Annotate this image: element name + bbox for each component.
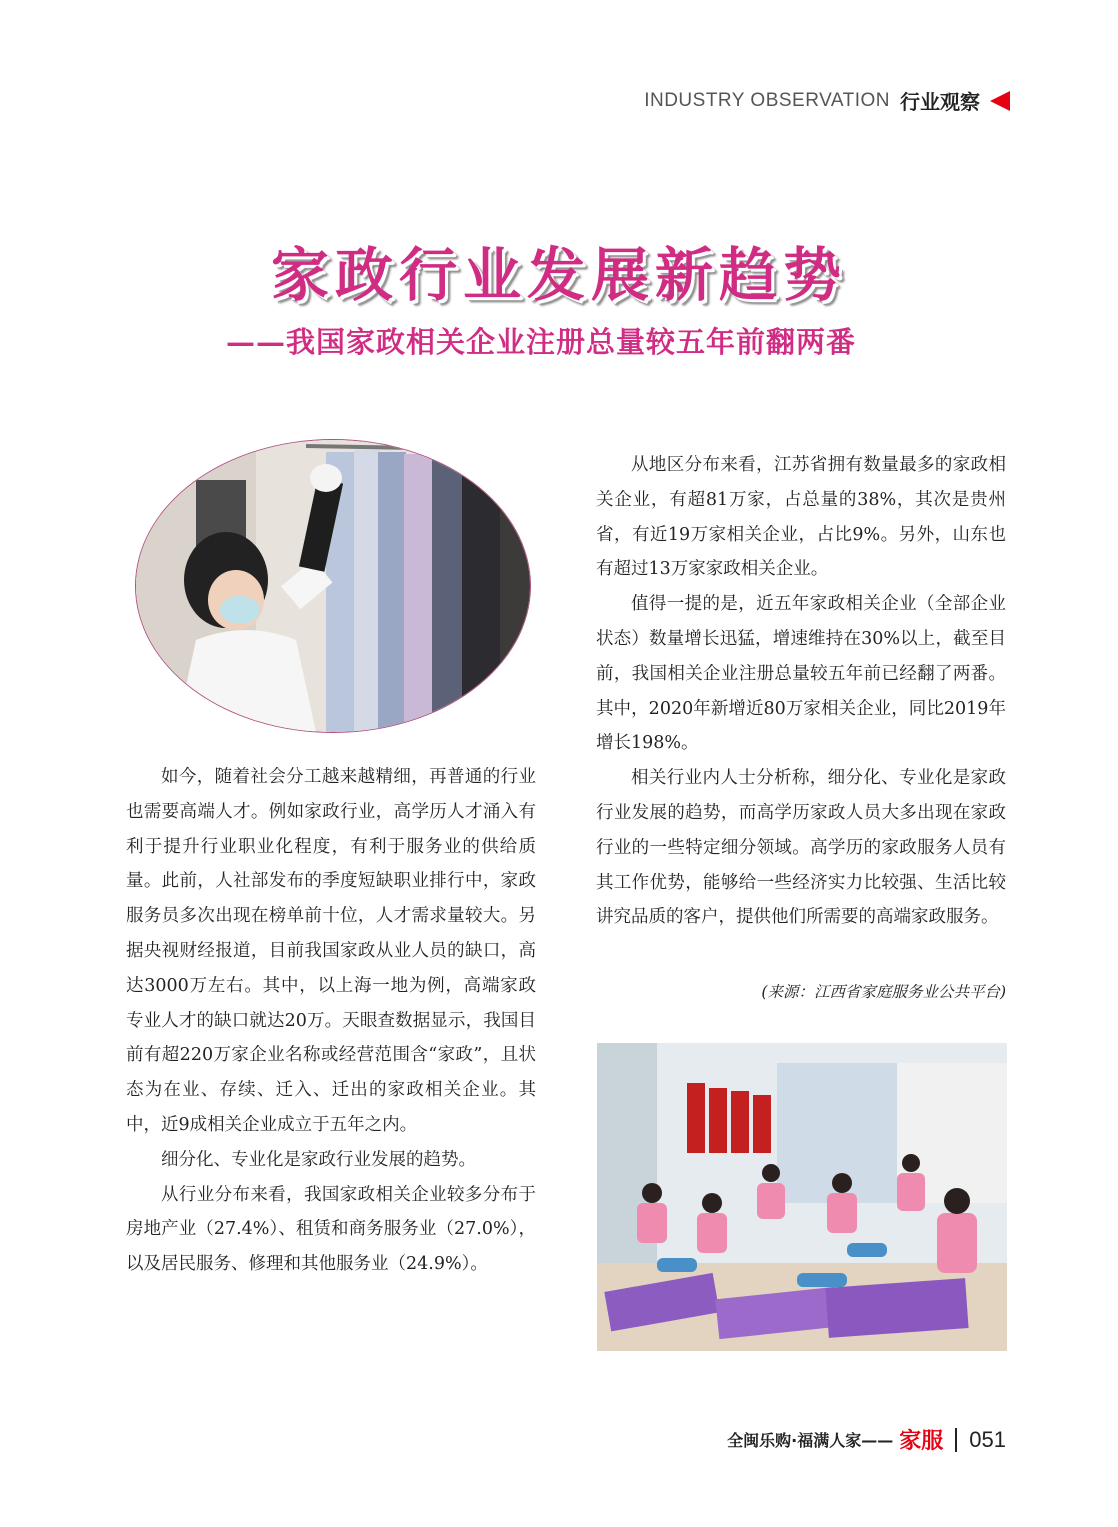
paragraph: 细分化、专业化是家政行业发展的趋势。 bbox=[161, 1149, 476, 1170]
page-footer bbox=[727, 1424, 1006, 1455]
triangle-arrow-icon bbox=[990, 91, 1010, 111]
paragraph: 从行业分布来看，我国家政相关企业较多分布于房地产业（27.4%）、租赁和商务服务业（27.0%），以及居民服务、修理和其他服务业（24.9%）。 bbox=[126, 1184, 536, 1275]
paragraph: 值得一提的是，近五年家政相关企业（全部企业状态）数量增长迅猛，增速维持在30%以上，截至目前，我国相关企业注册总量较五年前已经翻了两番。其中，2020年新增近80万家相关企业，同比2019年增长198%。 bbox=[596, 594, 1006, 754]
section-header-en: INDUSTRY OBSERVATION bbox=[644, 89, 890, 111]
left-column bbox=[126, 760, 536, 1282]
paragraph: 相关行业内人士分析称，细分化、专业化是家政行业发展的趋势，而高学历家政人员大多出现在家政行业的一些特定细分领域。高学历的家政服务人员有其工作优势，能够给一些经济实力比较强、生活比较讲究品质的客户，提供他们所需要的高端家政服务。 bbox=[596, 768, 1006, 928]
wardrobe-photo-illustration bbox=[136, 440, 530, 732]
article-title: 家政行业发展新趋势 bbox=[270, 241, 847, 309]
paragraph: 从地区分布来看，江苏省拥有数量最多的家政相关企业，有超81万家，占总量的38%，其次是贵州省，有近19万家相关企业，占比9%。另外，山东也有超过13万家家政相关企业。 bbox=[596, 455, 1006, 580]
footer-divider bbox=[955, 1428, 957, 1452]
source-note: (来源：江西省家庭服务业公共平台) bbox=[761, 983, 1006, 1001]
footer-section-name: 家服 bbox=[899, 1429, 944, 1454]
training-class-illustration bbox=[597, 1043, 1007, 1351]
paragraph: 如今，随着社会分工越来越精细，再普通的行业也需要高端人才。例如家政行业，高学历人才涌入有利于提升行业职业化程度，有利于服务业的供给质量。此前，人社部发布的季度短缺职业排行中，家政服务员多次出现在榜单前十位，人才需求量较大。另据央视财经报道，目前我国家政从业人员的缺口，高达3000万左右。其中，以上海一地为例，高端家政专业人才的缺口就达20万。天眼查数据显示，我国目前有超220万家企业名称或经营范围含“家政”，且状态为在业、存续、迁入、迁出的家政相关企业。其中，近9成相关企业成立于五年之内。 bbox=[126, 767, 536, 1135]
training-class-photo bbox=[597, 1043, 1007, 1351]
right-column bbox=[596, 448, 1006, 935]
section-header-cn: 行业观察 bbox=[900, 90, 980, 114]
page-number: 051 bbox=[969, 1426, 1006, 1452]
wardrobe-photo bbox=[136, 440, 530, 732]
article-subtitle: ——我国家政相关企业注册总量较五年前翻两番 bbox=[226, 325, 857, 359]
footer-slogan: 全闽乐购·福满人家—— bbox=[727, 1431, 894, 1450]
section-header bbox=[644, 86, 1010, 115]
